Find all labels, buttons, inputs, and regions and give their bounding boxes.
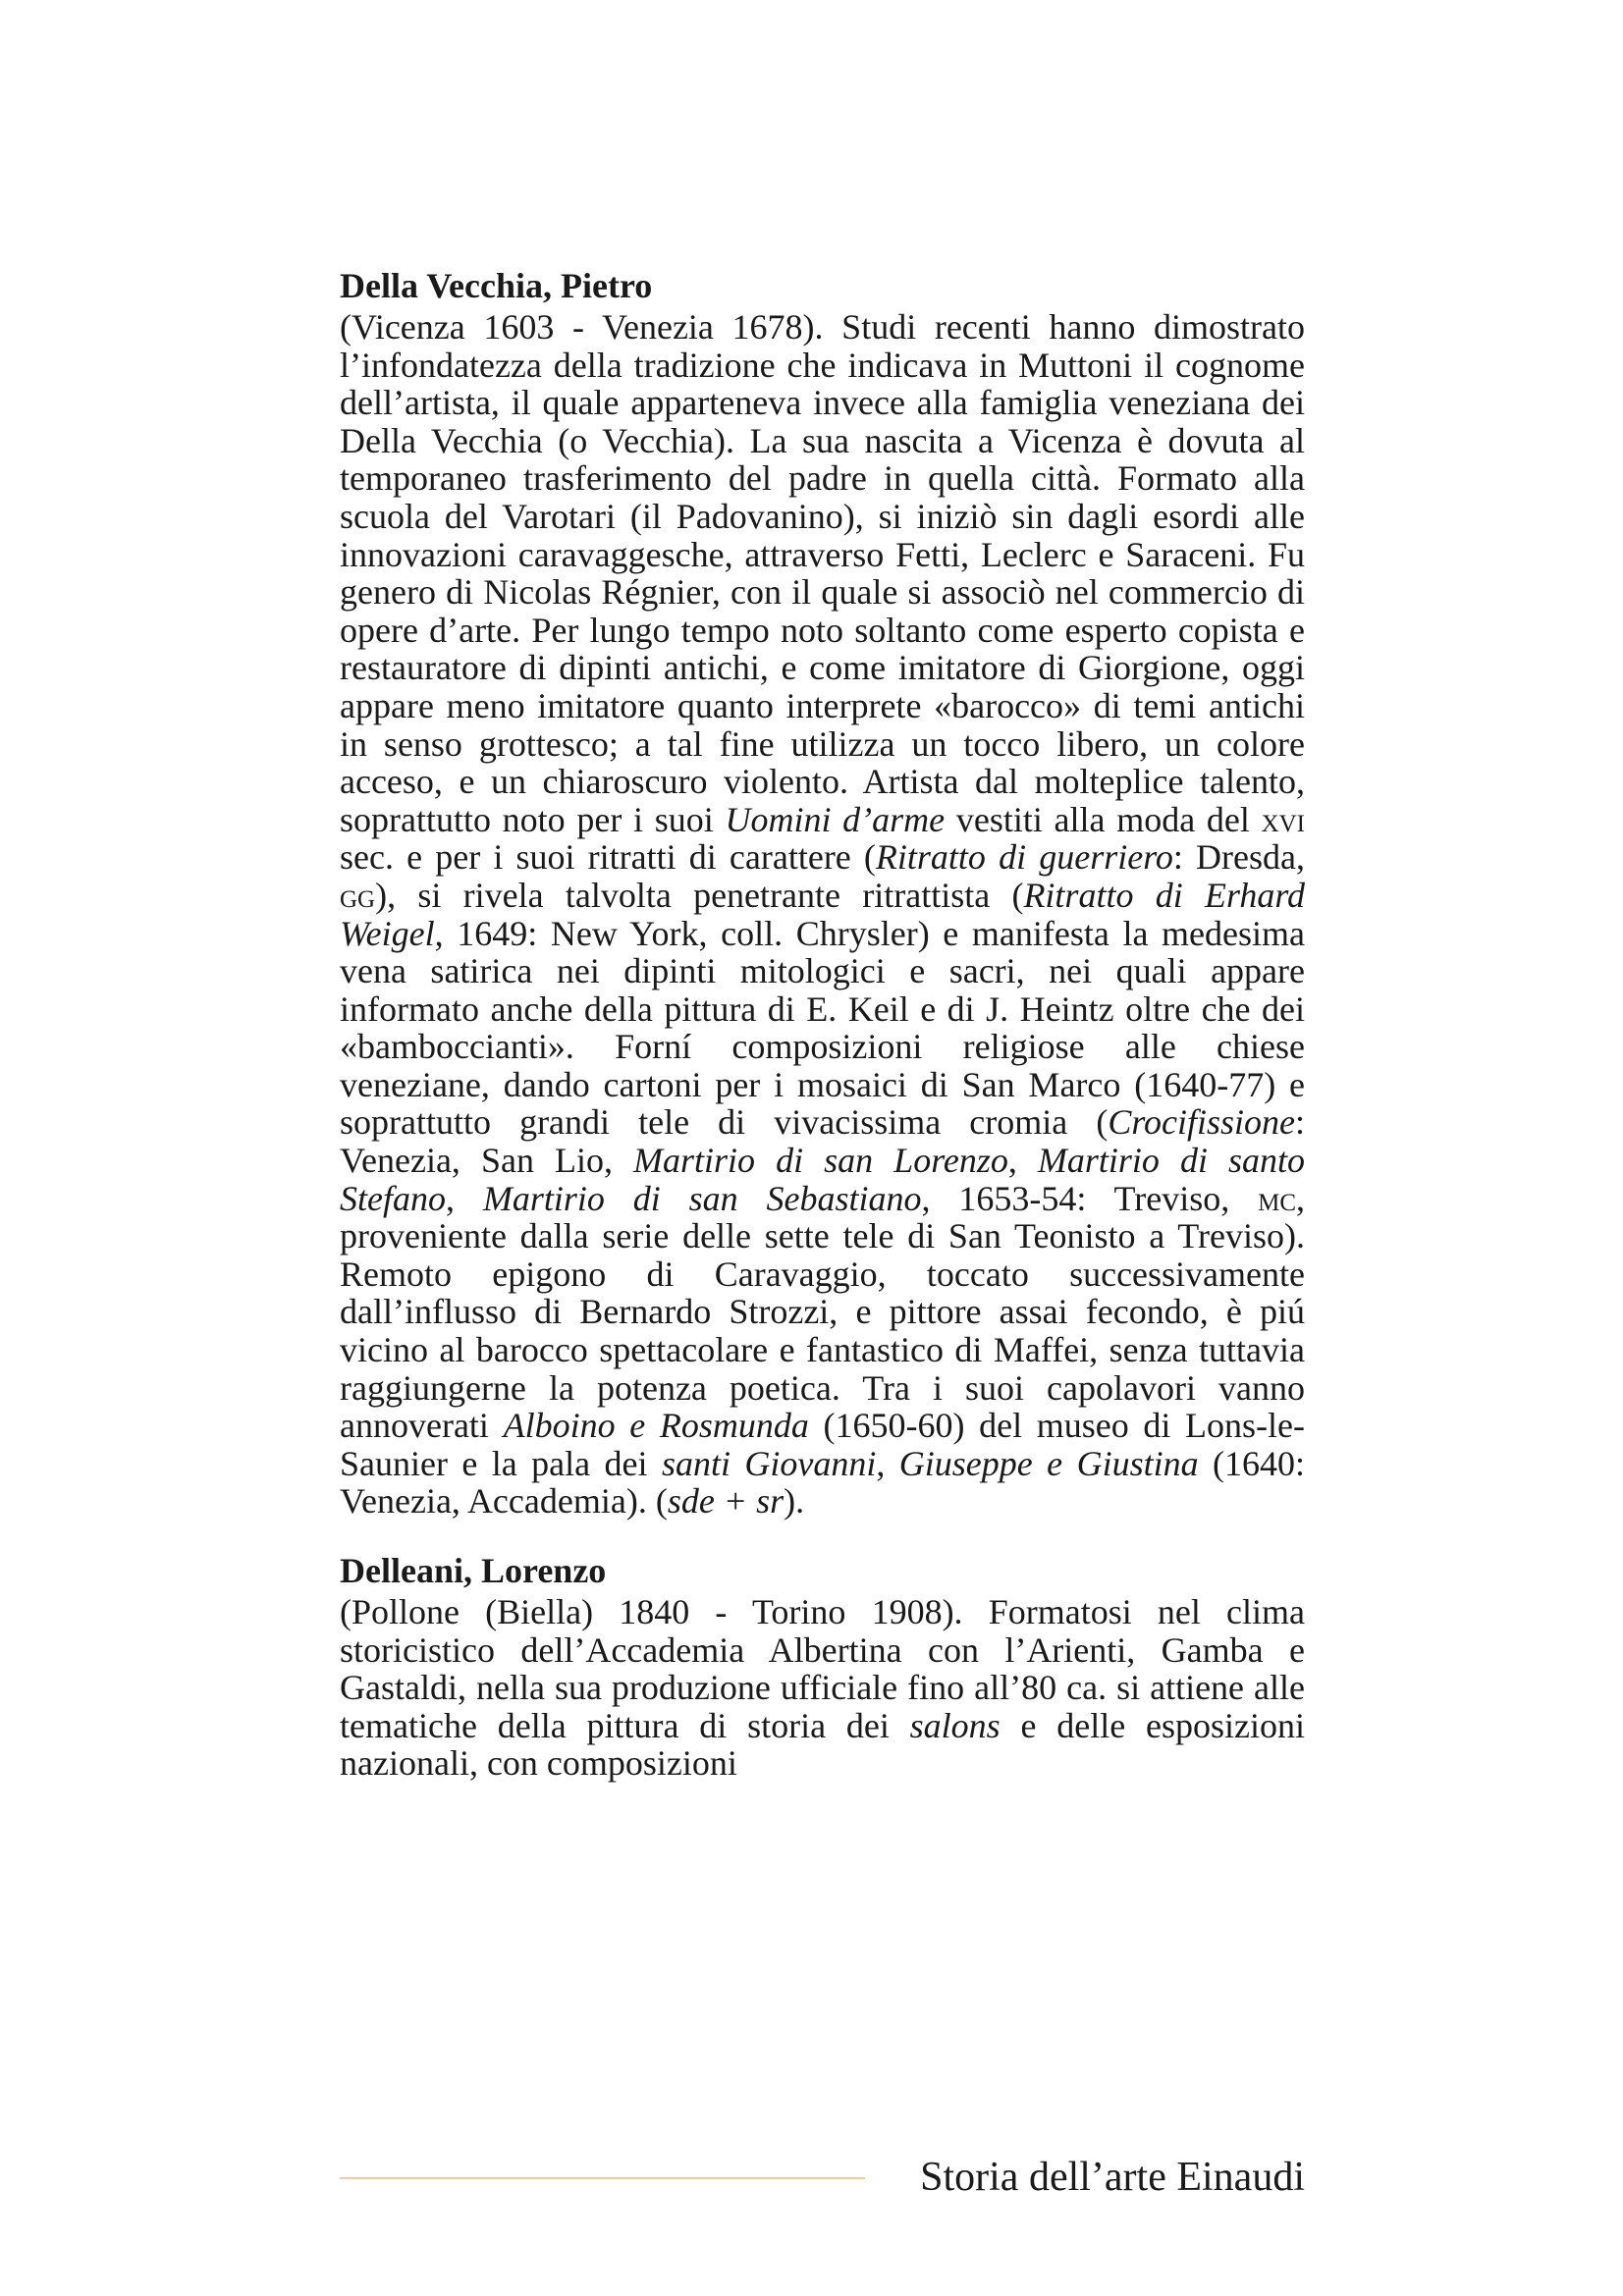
italic-text: Ritratto di Erhard Weigel xyxy=(340,875,1305,953)
body-text: ), si rivela talvolta penetrante ritrattista ( xyxy=(375,875,1024,915)
italic-text: Crocifissione xyxy=(1108,1102,1295,1143)
small-caps-text: mc xyxy=(1258,1178,1297,1218)
body-text: ). xyxy=(784,1481,805,1522)
body-text: , proveniente dalla serie delle sette tele di San Teonisto a Treviso). Remoto epigono di Caravaggio, toccato successivamente dall’influsso di Bernardo Strozzi, e pittore assai fecondo, è piú vicino al barocco spettacolare e fantastico di Maffei, senza tuttavia raggiungerne la potenza poetica. Tra i suoi capolavori vanno annoverati xyxy=(340,1178,1306,1446)
entry-body xyxy=(340,308,1305,1521)
page-footer xyxy=(340,2154,1305,2203)
italic-text: Ritratto di guerriero xyxy=(875,837,1173,878)
body-text: (Pollone (Biella) 1840 - Torino 1908). Formatosi nel clima storicistico dell’Accademia Albertina con l’Arienti, Gamba e Gastaldi, nella sua produzione ufficiale fino all’80 ca. si attiene alle tematiche della pittura di storia dei xyxy=(340,1592,1305,1745)
body-text: , xyxy=(1007,1141,1038,1181)
italic-text: Martirio di san Lorenzo xyxy=(633,1141,1008,1181)
entry-title: Della Vecchia, Pietro xyxy=(340,266,653,305)
italic-text: salons xyxy=(909,1705,1001,1745)
footer-rule xyxy=(340,2177,865,2179)
body-text: (1650-60) del museo di Lons-le-Saunier e la pala dei xyxy=(340,1406,1305,1483)
body-text: , 1653-54: Treviso, xyxy=(921,1178,1259,1218)
body-text: (1640: Venezia, Accademia). ( xyxy=(340,1443,1305,1522)
entry-body xyxy=(340,1593,1305,1783)
entry-delleani xyxy=(340,1550,1305,1783)
italic-text: sde + sr xyxy=(667,1481,784,1522)
entry-della-vecchia xyxy=(340,265,1305,1521)
italic-text: Alboino e Rosmunda xyxy=(503,1406,809,1446)
body-text: sec. e per i suoi ritratti di carattere ( xyxy=(340,837,876,878)
body-text: : Dresda, xyxy=(1172,837,1305,878)
body-text: : Venezia, San Lio, xyxy=(340,1102,1305,1181)
entry-title: Delleani, Lorenzo xyxy=(340,1551,607,1590)
italic-text: Martirio di santo Stefano xyxy=(340,1141,1306,1218)
italic-text: Uomini d’arme xyxy=(725,799,946,839)
body-text: e delle esposizioni nazionali, con composizioni xyxy=(340,1705,1306,1784)
italic-text: Giuseppe e Giustina xyxy=(898,1443,1199,1483)
small-caps-text: gg xyxy=(340,875,376,915)
body-text: (Vicenza 1603 - Venezia 1678). Studi recenti hanno dimostrato l’infondatezza della tradizione che indicava in Muttoni il cognome dell’artista, il quale apparteneva invece alla famiglia veneziana dei Della Vecchia (o Vecchia). La sua nascita a Vicenza è dovuta al temporaneo trasferimento del padre in quella città. Formato alla scuola del Varotari (il Padovanino), si iniziò sin dagli esordi alle innovazioni caravaggesche, attraverso Fetti, Leclerc e Saraceni. Fu genero di Nicolas Régnier, con il quale si associò nel commercio di opere d’arte. Per lungo tempo noto soltanto come esperto copista e restauratore di dipinti antichi, e come imitatore di Giorgione, oggi appare meno imitatore quanto interprete «barocco» di temi antichi in senso grottesco; a tal fine utilizza un tocco libero, un colore acceso, e un chiaroscuro violento. Artista dal molteplice talento, soprattutto noto per i suoi xyxy=(340,307,1305,839)
body-text: , 1649: New York, coll. Chrysler) e manifesta la medesima vena satirica nei dipinti mitologici e sacri, nei quali appare informato anche della pittura di E. Keil e di J. Heintz oltre che dei «bamboccianti». Forní composizioni religiose alle chiese veneziane, dando cartoni per i mosaici di San Marco (1640-77) e soprattutto grandi tele di vivacissima cromia ( xyxy=(340,913,1305,1143)
body-text: , xyxy=(876,1443,899,1483)
body-text: , xyxy=(445,1178,483,1218)
footer-publisher: Storia dell’arte Einaudi xyxy=(920,2155,1305,2200)
italic-text: santi Giovanni xyxy=(661,1443,877,1483)
body-text: vestiti alla moda del xyxy=(945,799,1262,839)
document-page xyxy=(340,265,1305,1812)
small-caps-text: xvi xyxy=(1261,799,1306,839)
italic-text: Martirio di san Sebastiano xyxy=(482,1178,922,1218)
